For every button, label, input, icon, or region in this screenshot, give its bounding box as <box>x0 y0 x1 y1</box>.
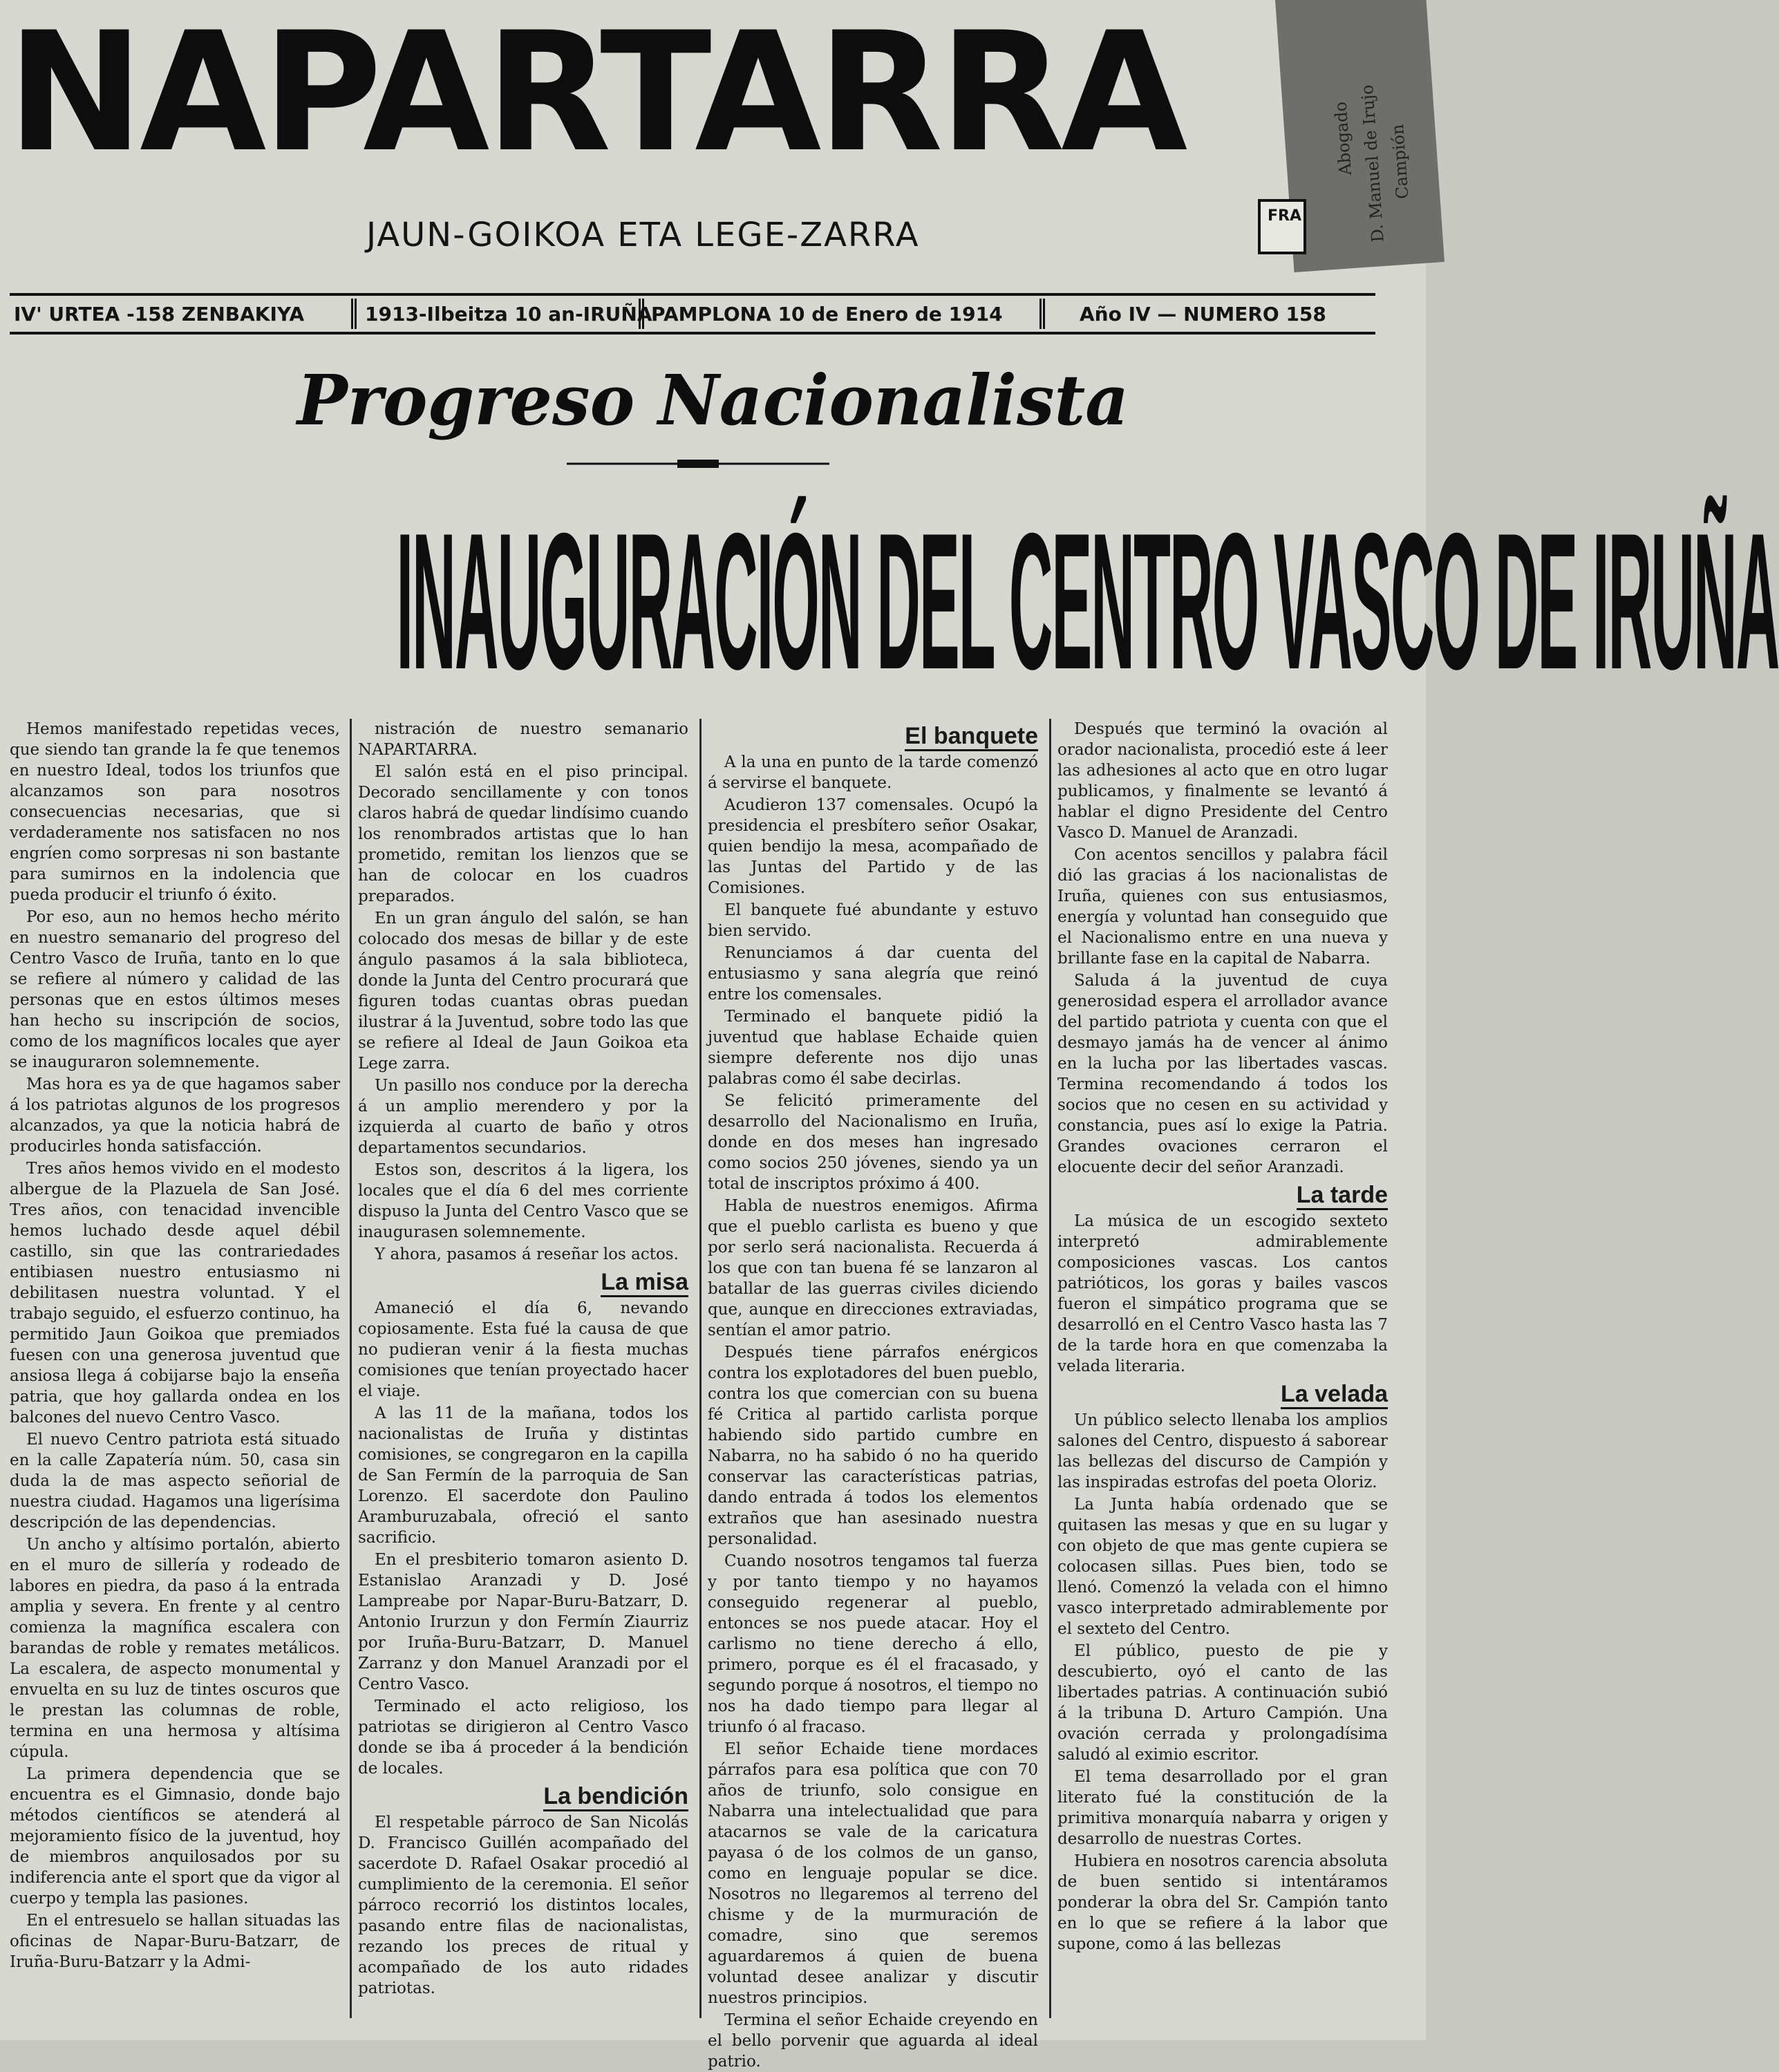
dateline-bar <box>10 293 1375 335</box>
article-paragraph: En un gran ángulo del salón, se han colocado dos mesas de billar y de este ángulo pasamos á la sala biblioteca, donde la Junta del Centro procurará que figuren todas cuantas obras puedan ilustrar á la Juventud, sobre todo las que se refiere al Ideal de Jaun Goikoa eta Lege zarra. <box>358 910 688 1073</box>
section-heading <box>1057 1381 1388 1407</box>
article-paragraph: Cuando nosotros tengamos tal fuerza y por tanto tiempo y no hayamos conseguido regenerar al pueblo, entonces se nos puede atacar. Hoy el carlismo no tiene derecho á ello, primero, porque es él el fracasado, y segundo porque á nosotros, el tiempo no nos ha dado tiempo para llegar al triunfo ó al fracaso. <box>708 1552 1038 1736</box>
label-line-1: Campión <box>1388 123 1413 200</box>
section-heading-text: El banquete <box>905 723 1038 751</box>
article-paragraph: A la una en punto de la tarde comenzó á servirse el banquete. <box>708 753 1038 792</box>
article-paragraph: Con acentos sencillos y palabra fácil dió las gracias á los nacionalistas de Iruña, quienes con sus entusiasmos, energía y voluntad han conseguido que el Nacionalismo entre en una nueva y brillante fase en la capital de Nabarra. <box>1057 846 1388 968</box>
article-paragraph: Termina el señor Echaide creyendo en el bello porvenir que aguarda al ideal patrio. <box>708 2011 1038 2071</box>
article-paragraph: Hubiera en nosotros carencia absoluta de buen sentido si intentáramos ponderar la obra del Sr. Campión tanto en lo que se refiere á la labor que supone, como á las bellezas <box>1057 1852 1388 1953</box>
section-heading <box>358 1269 688 1295</box>
article-paragraph: La primera dependencia que se encuentra es el Gimnasio, donde bajo métodos científicos se atenderá al mejoramiento físico de la juventud, hoy de miembros anquilosados por su indiferencia ante el sport que da vigor al cuerpo y templa las pasiones. <box>10 1765 340 1908</box>
article-paragraph: Se felicitó primeramente del desarrollo del Nacionalismo en Iruña, donde en dos meses han ingresado como socios 250 jóvenes, siendo ya un total de inscriptos próximo á 400. <box>708 1092 1038 1193</box>
article-paragraph: A las 11 de la mañana, todos los nacionalistas de Iruña y distintas comisiones, se congregaron en la capilla de San Fermín de la parroquia de San Lorenzo. El sacerdote don Paulino Aramburuzabala, ofreció el santo sacrificio. <box>358 1404 688 1547</box>
article-paragraph: Amaneció el día 6, nevando copiosamente. Esta fué la causa de que no pudieran venir á la fiesta muchas comisiones que tenían proyectado hacer el viaje. <box>358 1299 688 1400</box>
article-paragraph: Habla de nuestros enemigos. Afirma que el pueblo carlista es bueno y que por serlo será nacionalista. Recuerda á los que con tan buena fé se lanzaron al batallar de las guerras civiles diciendo que, aunque en direcciones extraviadas, sentían el amor patrio. <box>708 1197 1038 1339</box>
article-paragraph: Mas hora es ya de que hagamos saber á los patriotas algunos de los progresos alcanzados, ya que la noticia habrá de producirles honda satisfacción. <box>10 1075 340 1156</box>
article-paragraph: Estos son, descritos á la ligera, los locales que el día 6 del mes corriente dispuso la Junta del Centro Vasco que se inaugurasen solemnemente. <box>358 1161 688 1241</box>
column-1 <box>10 719 340 2018</box>
section-heading-text: La bendición <box>543 1783 688 1811</box>
article-paragraph: Acudieron 137 comensales. Ocupó la presidencia el presbítero señor Osakar, quien bendijo la mesa, acompañado de las Juntas del Partido y de las Comisiones. <box>708 796 1038 897</box>
column-2 <box>358 719 688 2018</box>
article-paragraph: Después que terminó la ovación al orador nacionalista, procedió este á leer las adhesiones al acto que en otro lugar publicamos, y finalmente se levantó á hablar el digno Presidente del Centro Vasco D. Manuel de Aranzadi. <box>1057 720 1388 842</box>
masthead-title: NAPARTARRA <box>7 0 1184 189</box>
article-paragraph: Después tiene párrafos enérgicos contra los explotadores del buen pueblo, contra los que comercian con su buena fé Critica al partido carlista porque habiendo sido partido cumbre en Nabarra, no ha sabido ó no ha querido conservar las características patrias, dando entrada á todos los elementos extraños que han asesinado nuestra personalidad. <box>708 1344 1038 1548</box>
article-paragraph: El salón está en el piso principal. Decorado sencillamente y con tonos claros habrá de quedar lindísimo cuando los renombrados artistas que lo han prometido, remitan los lienzos que se han de colocar en los cuadros preparados. <box>358 763 688 905</box>
article-paragraph: Un pasillo nos conduce por la derecha á un amplio merendero y por la izquierda al cuarto de baño y otros departamentos secundarios. <box>358 1077 688 1157</box>
article-paragraph: En el presbiterio tomaron asiento D. Estanislao Aranzadi y D. José Lampreabe por Napar-Buru-Batzarr, D. Antonio Irurzun y don Fermín Ziaurriz por Iruña-Buru-Batzarr, D. Manuel Zarranz y don Manuel Aranzadi por el Centro Vasco. <box>358 1551 688 1693</box>
article-paragraph: Terminado el acto religioso, los patriotas se dirigieron al Centro Vasco donde se iba á proceder á la bendición de locales. <box>358 1697 688 1778</box>
column-rule <box>699 719 702 2018</box>
column-3 <box>708 719 1038 2071</box>
dateline-date-spanish: PAMPLONA 10 de Enero de 1914 <box>651 303 1003 326</box>
dateline-issue-basque: IV' URTEA -158 ZENBAKIYA <box>14 303 305 326</box>
article-paragraph: El público, puesto de pie y descubierto, oyó el canto de las libertades patrias. A continuación subió á la tribuna D. Arturo Campión. Una ovación cerrada y prolongadísima saludó al eximio escritor. <box>1057 1642 1388 1764</box>
price-box: FRA <box>1258 199 1306 254</box>
article-paragraph: Por eso, aun no hemos hecho mérito en nuestro semanario del progreso del Centro Vasco de Iruña, tanto en lo que se refiere al número y calidad de las personas que en estos últimos meses han hecho su inscripción de socios, como de los magníficos locales que ayer se inauguraron solemnemente. <box>10 908 340 1071</box>
column-rule <box>1049 719 1051 2018</box>
section-heading-text: La tarde <box>1297 1182 1388 1210</box>
section-heading-text: La misa <box>601 1269 688 1297</box>
article-paragraph: El banquete fué abundante y estuvo bien servido. <box>708 901 1038 940</box>
dateline-date-basque: 1913-Ilbeitza 10 an-IRUÑA <box>365 303 652 326</box>
article-paragraph: El nuevo Centro patriota está situado en la calle Zapatería núm. 50, casa sin duda la de mas aspecto señorial de nuestra ciudad. Hagamos una ligerísima descripción de las dependencias. <box>10 1431 340 1532</box>
article-paragraph: Saluda á la juventud de cuya generosidad espera el arrollador avance del partido patriota y cuenta con que el desmayo jamás ha de vencer al ánimo en la lucha por las libertades vascas. Termina recomendando á todos los socios que no cesen en su actividad y constancia, pues así lo exige la Patria. Grandes ovaciones cerraron el elocuente decir del señor Aranzadi. <box>1057 972 1388 1176</box>
dateline-separator <box>351 299 357 329</box>
article-paragraph: Terminado el banquete pidió la juventud que hablase Echaide quien siempre deferente nos dijo unas palabras como él sabe decirlas. <box>708 1008 1038 1088</box>
article-paragraph: El respetable párroco de San Nicolás D. Francisco Guillén acompañado del sacerdote D. Rafael Osakar procedió al cumplimiento de la ceremonia. El señor párroco recorrió los distintos locales, pasando entre filas de nacionalistas, rezando los preces de ritual y acompañado de los auto ridades patriotas. <box>358 1814 688 1997</box>
article-columns <box>10 719 1388 2071</box>
article-paragraph: Tres años hemos vivido en el modesto albergue de la Plazuela de San José. Tres años, con tenacidad invencible hemos luchado desde aquel débil castillo, sin que las contrariedades entibiasen nuestro entusiasmo ni debilitasen nuestra voluntad. Y el trabajo seguido, el esfuerzo continuo, ha permitido Jaun Goikoa que premiados fuesen con una generosa juventud que ansiosa llega á cobijarse bajo la enseña patria, que hoy gallarda ondea en los balcones del nuevo Centro Vasco. <box>10 1160 340 1426</box>
article-paragraph: nistración de nuestro semanario NAPARTARRA. <box>358 720 688 759</box>
section-heading-text: La velada <box>1281 1381 1388 1409</box>
label-line-2: D. Manuel de Irujo <box>1357 84 1388 243</box>
dateline-separator <box>639 299 644 329</box>
kicker-headline: Progreso Nacionalista <box>296 359 1129 441</box>
article-paragraph: El señor Echaide tiene mordaces párrafos para esa política que con 70 años de triunfo, solo consigue en Nabarra una intelectualidad que para atacarnos se vale de la caricatura payasa ó de los colmos de un ganso, como en lenguaje popular se dice. Nosotros no llegaremos al terreno del chisme y de la murmuración de comadre, sino que seremos aguardaremos á quien de buena voluntad desee analizar y discutir nuestros principios. <box>708 1740 1038 2007</box>
article-paragraph: En el entresuelo se hallan situadas las oficinas de Napar-Buru-Batzarr, de Iruña-Buru-Batzarr y la Admi- <box>10 1912 340 1971</box>
article-paragraph: La Junta había ordenado que se quitasen las mesas y que en su lugar y con objeto de que mas gente cupiera se colocasen sillas. Pues bien, todo se llenó. Comenzó la velada con el himno vasco interpretado admirablemente por el sexteto del Centro. <box>1057 1496 1388 1638</box>
section-heading <box>708 723 1038 749</box>
masthead-motto: JAUN-GOIKOA ETA LEGE-ZARRA <box>366 216 920 254</box>
column-4 <box>1057 719 1388 2018</box>
label-line-3: Abogado <box>1330 101 1355 176</box>
dateline-issue-spanish: Año IV — NUMERO 158 <box>1080 303 1326 326</box>
article-paragraph: Un ancho y altísimo portalón, abierto en el muro de sillería y rodeado de labores en piedra, da paso á la entrada amplia y severa. En frente y al centro comienza la magnífica escalera con barandas de roble y remates metálicos. La escalera, de aspecto monumental y envuelta en su luz de tintes oscuros que le prestan las columnas de roble, termina en una hermosa y altísima cúpula. <box>10 1536 340 1761</box>
main-headline: INAUGURACIÓN DEL CENTRO VASCO DE IRUÑA <box>396 492 1779 710</box>
article-paragraph: Y ahora, pasamos á reseñar los actos. <box>375 1245 679 1263</box>
section-heading <box>358 1783 688 1809</box>
article-paragraph: Renunciamos á dar cuenta del entusiasmo y sana alegría que reinó entre los comensales. <box>708 944 1038 1004</box>
article-paragraph: Hemos manifestado repetidas veces, que siendo tan grande la fe que tenemos en nuestro Ideal, todos los triunfos que alcanzamos son para nosotros consecuencias necesarias, que si verdaderamente nos satisfacen no nos engríen como sorpresas ni son bastante para sumirnos en la indolencia que pueda producir el triunfo ó éxito. <box>10 720 340 904</box>
article-paragraph: Un público selecto llenaba los amplios salones del Centro, dispuesto á saborear las bellezas del discurso de Campión y las inspiradas estrofas del poeta Oloriz. <box>1057 1411 1388 1491</box>
column-rule <box>350 719 352 2018</box>
ornament-divider <box>567 459 829 469</box>
dateline-separator <box>1039 299 1045 329</box>
section-heading <box>1057 1182 1388 1208</box>
article-paragraph: El tema desarrollado por el gran literato fué la constitución de la primitiva monarquía nabarra y origen y desarrollo de nuestras Cortes. <box>1057 1768 1388 1848</box>
article-paragraph: La música de un escogido sexteto interpretó admirablemente composiciones vascas. Los cantos patrióticos, los goras y bailes vascos fueron el simpático programa que se desarrolló en el Centro Vasco hasta las 7 de la tarde hora en que comenzaba la velada literaria. <box>1057 1212 1388 1375</box>
